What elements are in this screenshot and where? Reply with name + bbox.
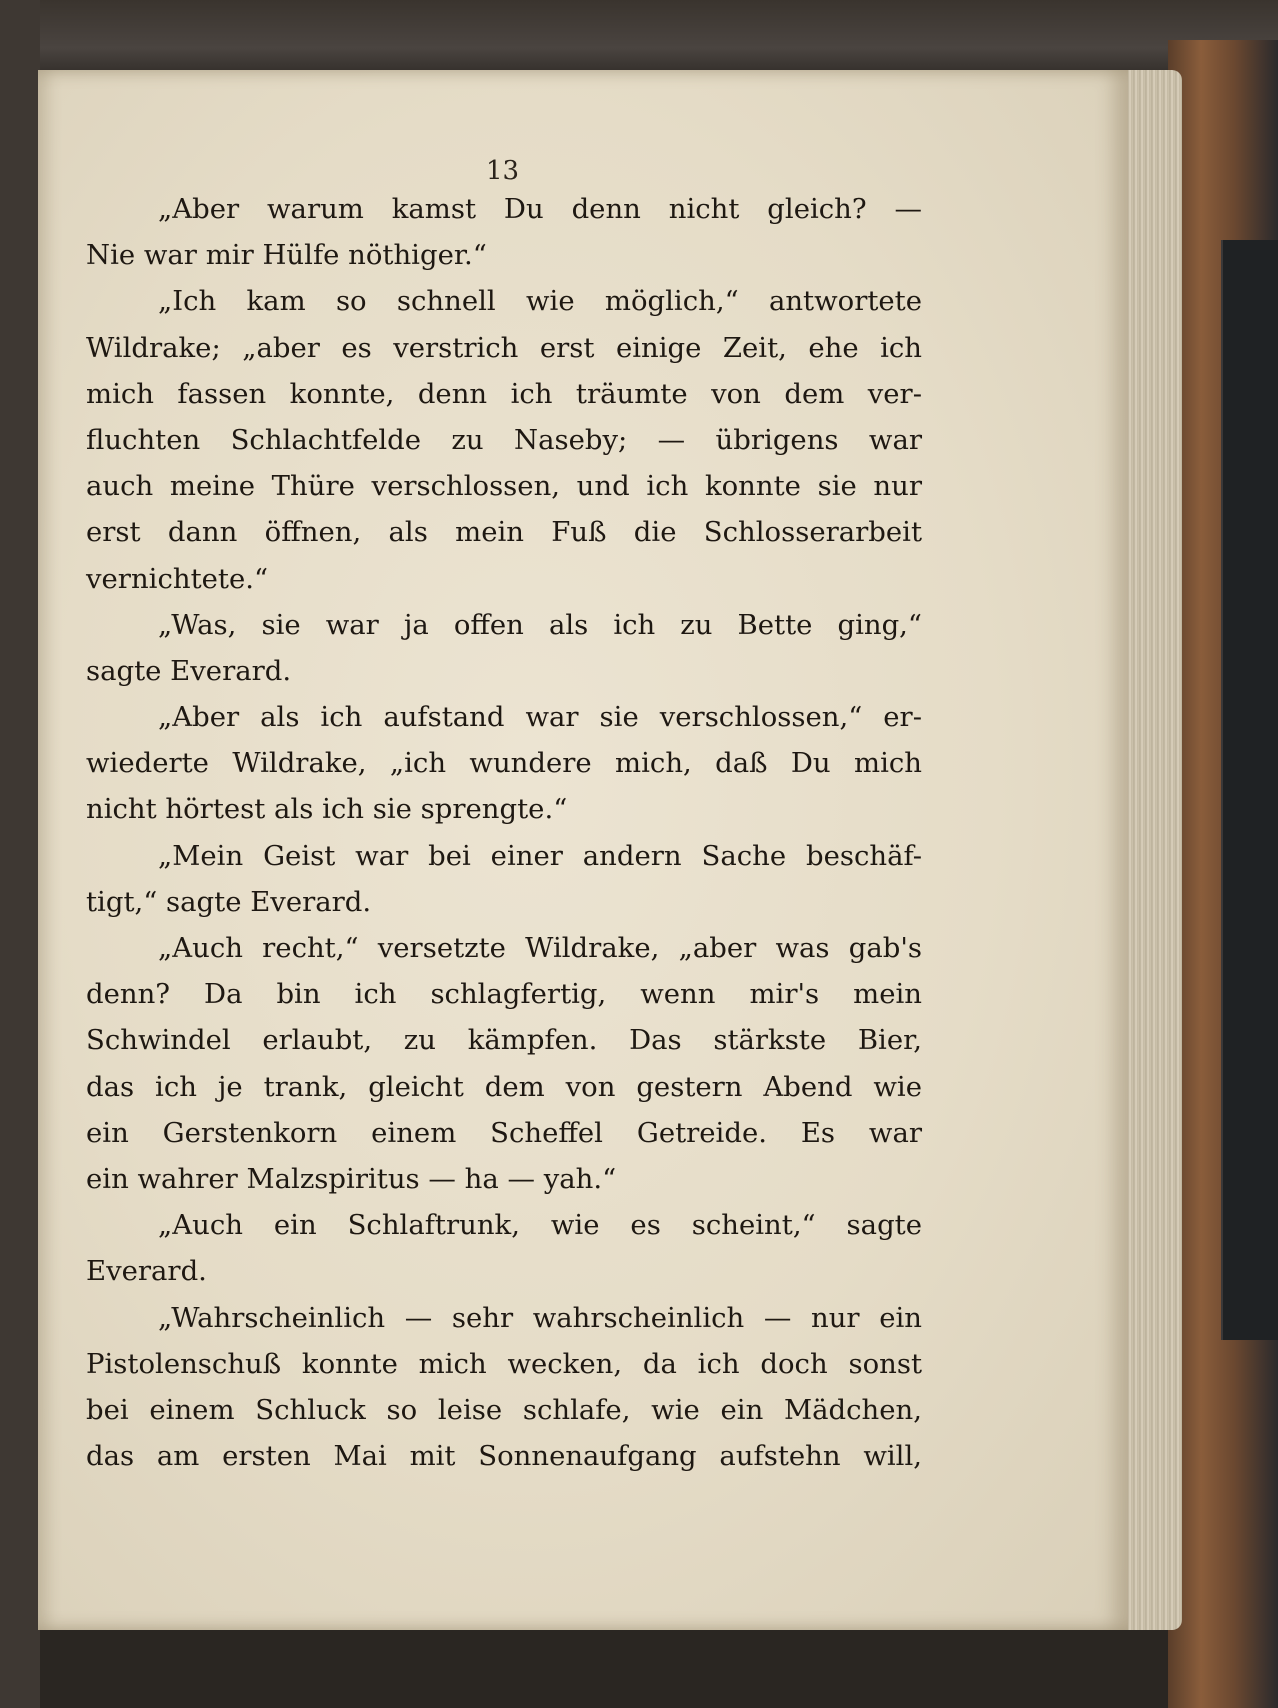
text-line: Pistolenschuß konnte mich wecken, da ich doch sonst bbox=[86, 1347, 922, 1380]
text-line: ein wahrer Malzspiritus — ha — yah.“ bbox=[86, 1162, 617, 1195]
text-line: tigt,“ sagte Everard. bbox=[86, 885, 372, 918]
scan-background-top bbox=[0, 0, 1278, 80]
text-line: „Mein Geist war bei einer andern Sache beschäf- bbox=[158, 839, 922, 872]
text-line: ein Gerstenkorn einem Scheffel Getreide. Es war bbox=[86, 1116, 922, 1149]
text-line: das ich je trank, gleicht dem von gestern Abend wie bbox=[86, 1070, 922, 1103]
text-line: „Aber als ich aufstand war sie verschlossen,“ er- bbox=[158, 701, 922, 734]
text-line: „Aber warum kamst Du denn nicht gleich? — bbox=[158, 193, 922, 225]
page-number: 13 bbox=[486, 156, 520, 186]
text-line: „Wahrscheinlich — sehr wahrscheinlich — nur ein bbox=[158, 1301, 922, 1334]
text-line: Nie war mir Hülfe nöthiger.“ bbox=[86, 239, 487, 272]
text-line: sagte Everard. bbox=[86, 654, 292, 687]
text-line: wiederte Wildrake, „ich wundere mich, daß Du mich bbox=[86, 747, 922, 780]
text-line: Everard. bbox=[86, 1255, 207, 1288]
text-line: „Auch recht,“ versetzte Wildrake, „aber was gab's bbox=[158, 932, 922, 964]
text-line: erst dann öffnen, als mein Fuß die Schlosserarbeit bbox=[86, 516, 922, 549]
text-line: denn? Da bin ich schlagfertig, wenn mir's mein bbox=[86, 978, 922, 1011]
text-line: Schwindel erlaubt, zu kämpfen. Das stärkste Bier, bbox=[86, 1024, 922, 1057]
text-line: fluchten Schlachtfelde zu Naseby; — übrigens war bbox=[86, 423, 922, 456]
text-line: auch meine Thüre verschlossen, und ich konnte sie nur bbox=[86, 470, 922, 503]
text-line: Wildrake; „aber es verstrich erst einige Zeit, ehe ich bbox=[86, 331, 922, 364]
text-line: das am ersten Mai mit Sonnenaufgang aufstehn will, bbox=[86, 1440, 922, 1473]
text-line: nicht hörtest als ich sie sprengte.“ bbox=[86, 793, 568, 826]
text-line: „Ich kam so schnell wie möglich,“ antwortete bbox=[158, 285, 922, 318]
book-cover-spine bbox=[1221, 240, 1278, 1340]
page-edges bbox=[1120, 70, 1182, 1630]
body-text bbox=[86, 186, 922, 1479]
text-line: „Was, sie war ja offen als ich zu Bette ging,“ bbox=[158, 608, 922, 641]
text-line: bei einem Schluck so leise schlafe, wie ein Mädchen, bbox=[86, 1393, 922, 1426]
text-line: vernichtete.“ bbox=[86, 562, 269, 595]
text-line: „Auch ein Schlaftrunk, wie es scheint,“ sagte bbox=[158, 1209, 922, 1242]
scan-background-left bbox=[0, 0, 40, 1708]
text-line: mich fassen konnte, denn ich träumte von dem ver- bbox=[86, 377, 922, 410]
